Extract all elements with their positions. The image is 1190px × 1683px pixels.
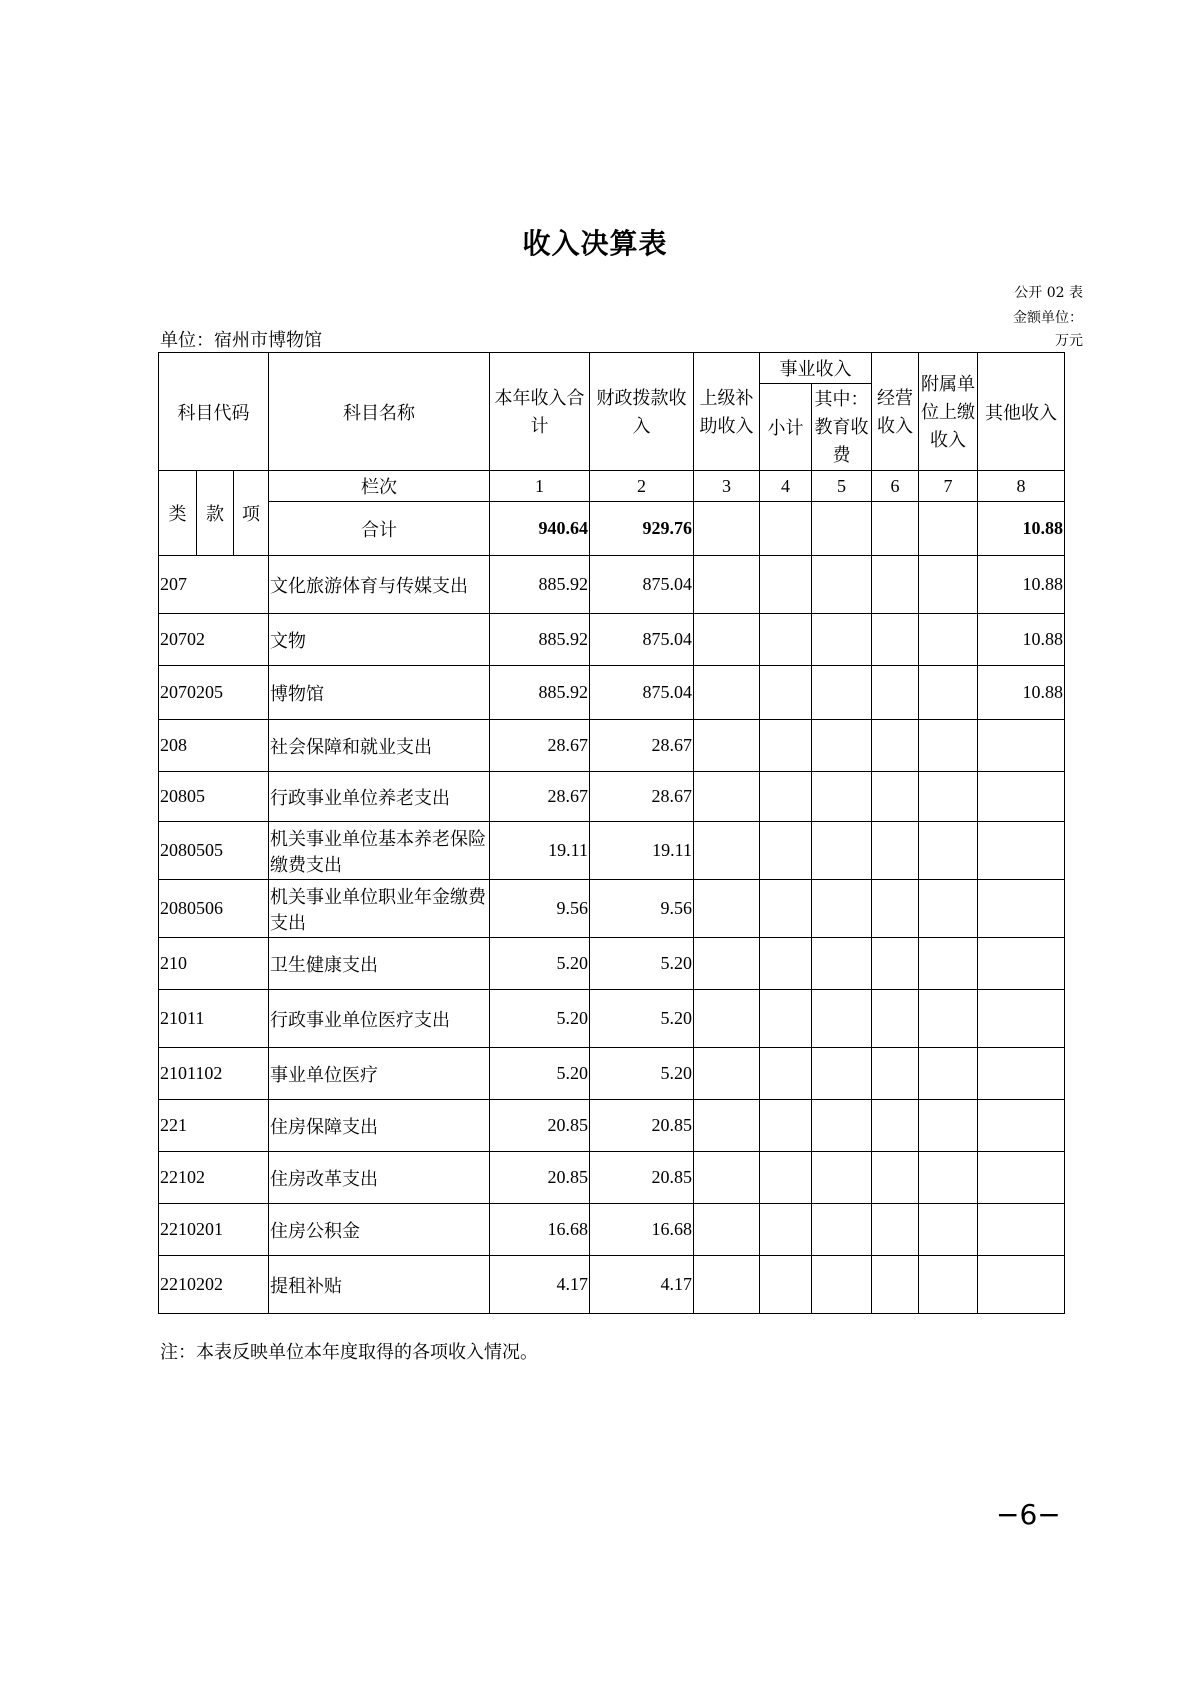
total-income-value: 940.64 [490, 502, 590, 556]
other-income [978, 1256, 1065, 1314]
lanci-label: 栏次 [269, 471, 490, 502]
other-income [978, 1204, 1065, 1256]
total-income: 28.67 [490, 772, 590, 822]
total-income: 5.20 [490, 1048, 590, 1100]
table-row [159, 880, 1065, 938]
empty-cell [694, 938, 760, 990]
empty-cell [919, 556, 978, 614]
subject-name: 社会保障和就业支出 [269, 720, 490, 772]
subject-code: 20805 [159, 772, 269, 822]
empty-cell [872, 880, 919, 938]
empty-cell [760, 938, 812, 990]
empty-cell [872, 1256, 919, 1314]
subject-code: 2101102 [159, 1048, 269, 1100]
subject-code: 2210201 [159, 1204, 269, 1256]
empty-cell [760, 502, 812, 556]
subject-name: 行政事业单位医疗支出 [269, 990, 490, 1048]
empty-cell [872, 938, 919, 990]
subject-name-header: 科目名称 [269, 353, 490, 471]
empty-cell [812, 990, 872, 1048]
page-number: −6− [996, 1498, 1061, 1531]
empty-cell [812, 666, 872, 720]
income-table [158, 352, 1065, 1314]
empty-cell [694, 720, 760, 772]
business-header: 事业收入 [760, 353, 872, 384]
empty-cell [919, 1100, 978, 1152]
empty-cell [812, 1256, 872, 1314]
table-row [159, 990, 1065, 1048]
subject-code: 20702 [159, 614, 269, 666]
col-num: 1 [490, 471, 590, 502]
empty-cell [760, 1048, 812, 1100]
fiscal-income: 875.04 [590, 666, 694, 720]
empty-cell [812, 502, 872, 556]
subject-name: 机关事业单位基本养老保险缴费支出 [269, 822, 490, 880]
subject-name: 机关事业单位职业年金缴费支出 [269, 880, 490, 938]
empty-cell [812, 614, 872, 666]
subtotal-header: 小计 [760, 384, 812, 471]
total-row [159, 502, 1065, 556]
other-income: 10.88 [978, 614, 1065, 666]
fiscal-income: 20.85 [590, 1152, 694, 1204]
other-income [978, 1100, 1065, 1152]
empty-cell [760, 614, 812, 666]
fiscal-header: 财政拨款收入 [590, 353, 694, 471]
empty-cell [872, 614, 919, 666]
other-income: 10.88 [978, 556, 1065, 614]
empty-cell [694, 666, 760, 720]
empty-cell [919, 938, 978, 990]
subject-code: 2210202 [159, 1256, 269, 1314]
empty-cell [760, 1152, 812, 1204]
other-income [978, 1152, 1065, 1204]
subject-code: 210 [159, 938, 269, 990]
total-income: 5.20 [490, 938, 590, 990]
total-other-value: 10.88 [978, 502, 1065, 556]
empty-cell [694, 772, 760, 822]
empty-cell [694, 1100, 760, 1152]
empty-cell [872, 1204, 919, 1256]
table-row [159, 1256, 1065, 1314]
page-title: 收入决算表 [522, 227, 668, 260]
subject-code: 21011 [159, 990, 269, 1048]
fiscal-income: 20.85 [590, 1100, 694, 1152]
empty-cell [872, 1048, 919, 1100]
empty-cell [919, 822, 978, 880]
empty-cell [919, 1048, 978, 1100]
table-row [159, 720, 1065, 772]
empty-cell [812, 880, 872, 938]
table-note: 注：本表反映单位本年度取得的各项收入情况。 [160, 1342, 538, 1363]
empty-cell [812, 772, 872, 822]
other-income [978, 822, 1065, 880]
organization-unit: 单位：宿州市博物馆 [160, 330, 322, 351]
col-num: 6 [872, 471, 919, 502]
fiscal-income: 4.17 [590, 1256, 694, 1314]
empty-cell [694, 1204, 760, 1256]
empty-cell [872, 556, 919, 614]
col-num: 8 [978, 471, 1065, 502]
total-income: 19.11 [490, 822, 590, 880]
other-income: 10.88 [978, 666, 1065, 720]
empty-cell [760, 1256, 812, 1314]
col-num: 7 [919, 471, 978, 502]
table-row [159, 772, 1065, 822]
empty-cell [812, 822, 872, 880]
table-row [159, 1048, 1065, 1100]
empty-cell [760, 772, 812, 822]
empty-cell [812, 556, 872, 614]
table-row [159, 1204, 1065, 1256]
subject-code: 221 [159, 1100, 269, 1152]
subject-name: 事业单位医疗 [269, 1048, 490, 1100]
subject-name: 博物馆 [269, 666, 490, 720]
total-income: 20.85 [490, 1152, 590, 1204]
header-row-1 [159, 353, 1065, 384]
empty-cell [812, 938, 872, 990]
total-income: 885.92 [490, 556, 590, 614]
empty-cell [919, 1256, 978, 1314]
table-row [159, 1100, 1065, 1152]
subject-code: 2080506 [159, 880, 269, 938]
subject-code: 22102 [159, 1152, 269, 1204]
empty-cell [872, 720, 919, 772]
money-unit [1013, 307, 1083, 353]
empty-cell [919, 880, 978, 938]
xiang-header: 项 [234, 471, 269, 556]
lei-header: 类 [159, 471, 197, 556]
col-num: 5 [812, 471, 872, 502]
empty-cell [919, 990, 978, 1048]
empty-cell [694, 556, 760, 614]
fiscal-income: 5.20 [590, 938, 694, 990]
empty-cell [760, 990, 812, 1048]
table-row [159, 614, 1065, 666]
fiscal-income: 875.04 [590, 614, 694, 666]
empty-cell [919, 1152, 978, 1204]
subject-name: 卫生健康支出 [269, 938, 490, 990]
empty-cell [760, 720, 812, 772]
subject-name: 住房公积金 [269, 1204, 490, 1256]
subject-name: 行政事业单位养老支出 [269, 772, 490, 822]
other-header: 其他收入 [978, 353, 1065, 471]
empty-cell [872, 1100, 919, 1152]
empty-cell [760, 1204, 812, 1256]
fiscal-income: 875.04 [590, 556, 694, 614]
kuan-header: 款 [197, 471, 234, 556]
empty-cell [919, 502, 978, 556]
empty-cell [919, 720, 978, 772]
fiscal-income: 9.56 [590, 880, 694, 938]
empty-cell [872, 502, 919, 556]
total-income: 28.67 [490, 720, 590, 772]
empty-cell [760, 880, 812, 938]
subject-name: 提租补贴 [269, 1256, 490, 1314]
other-income [978, 772, 1065, 822]
subject-name: 住房改革支出 [269, 1152, 490, 1204]
total-fiscal-value: 929.76 [590, 502, 694, 556]
fiscal-income: 5.20 [590, 1048, 694, 1100]
subject-code: 208 [159, 720, 269, 772]
column-number-row [159, 471, 1065, 502]
fiscal-income: 28.67 [590, 720, 694, 772]
subject-code: 207 [159, 556, 269, 614]
total-income: 9.56 [490, 880, 590, 938]
edu-fee-header: 其中：教育收费 [812, 384, 872, 471]
empty-cell [812, 720, 872, 772]
empty-cell [694, 502, 760, 556]
empty-cell [872, 822, 919, 880]
total-income-header: 本年收入合计 [490, 353, 590, 471]
fiscal-income: 19.11 [590, 822, 694, 880]
fiscal-income: 5.20 [590, 990, 694, 1048]
empty-cell [760, 822, 812, 880]
table-row [159, 822, 1065, 880]
subject-code: 2070205 [159, 666, 269, 720]
table-row [159, 938, 1065, 990]
affiliated-header: 附属单位上缴收入 [919, 353, 978, 471]
table-row [159, 666, 1065, 720]
total-income: 5.20 [490, 990, 590, 1048]
empty-cell [919, 614, 978, 666]
operating-header: 经营收入 [872, 353, 919, 471]
empty-cell [812, 1048, 872, 1100]
empty-cell [919, 666, 978, 720]
subject-code: 2080505 [159, 822, 269, 880]
empty-cell [812, 1100, 872, 1152]
empty-cell [919, 772, 978, 822]
empty-cell [760, 556, 812, 614]
other-income [978, 720, 1065, 772]
empty-cell [694, 1152, 760, 1204]
total-label: 合计 [269, 502, 490, 556]
total-income: 20.85 [490, 1100, 590, 1152]
empty-cell [760, 666, 812, 720]
subject-name: 文物 [269, 614, 490, 666]
empty-cell [872, 666, 919, 720]
total-income: 16.68 [490, 1204, 590, 1256]
col-num: 4 [760, 471, 812, 502]
other-income [978, 880, 1065, 938]
subject-code-header: 科目代码 [159, 353, 269, 471]
empty-cell [694, 1256, 760, 1314]
total-income: 885.92 [490, 614, 590, 666]
table-row [159, 556, 1065, 614]
money-unit-label: 金额单位： [1013, 310, 1083, 326]
money-unit-value: 万元 [1055, 333, 1083, 349]
empty-cell [872, 990, 919, 1048]
empty-cell [872, 1152, 919, 1204]
other-income [978, 938, 1065, 990]
form-code: 公开 02 表 [1014, 285, 1083, 301]
other-income [978, 1048, 1065, 1100]
superior-header: 上级补助收入 [694, 353, 760, 471]
empty-cell [812, 1152, 872, 1204]
col-num: 2 [590, 471, 694, 502]
empty-cell [812, 1204, 872, 1256]
fiscal-income: 16.68 [590, 1204, 694, 1256]
subject-name: 文化旅游体育与传媒支出 [269, 556, 490, 614]
empty-cell [694, 880, 760, 938]
empty-cell [919, 1204, 978, 1256]
empty-cell [694, 1048, 760, 1100]
other-income [978, 990, 1065, 1048]
empty-cell [694, 614, 760, 666]
table-row [159, 1152, 1065, 1204]
col-num: 3 [694, 471, 760, 502]
total-income: 885.92 [490, 666, 590, 720]
empty-cell [760, 1100, 812, 1152]
empty-cell [872, 772, 919, 822]
subject-name: 住房保障支出 [269, 1100, 490, 1152]
total-income: 4.17 [490, 1256, 590, 1314]
fiscal-income: 28.67 [590, 772, 694, 822]
empty-cell [694, 990, 760, 1048]
empty-cell [694, 822, 760, 880]
